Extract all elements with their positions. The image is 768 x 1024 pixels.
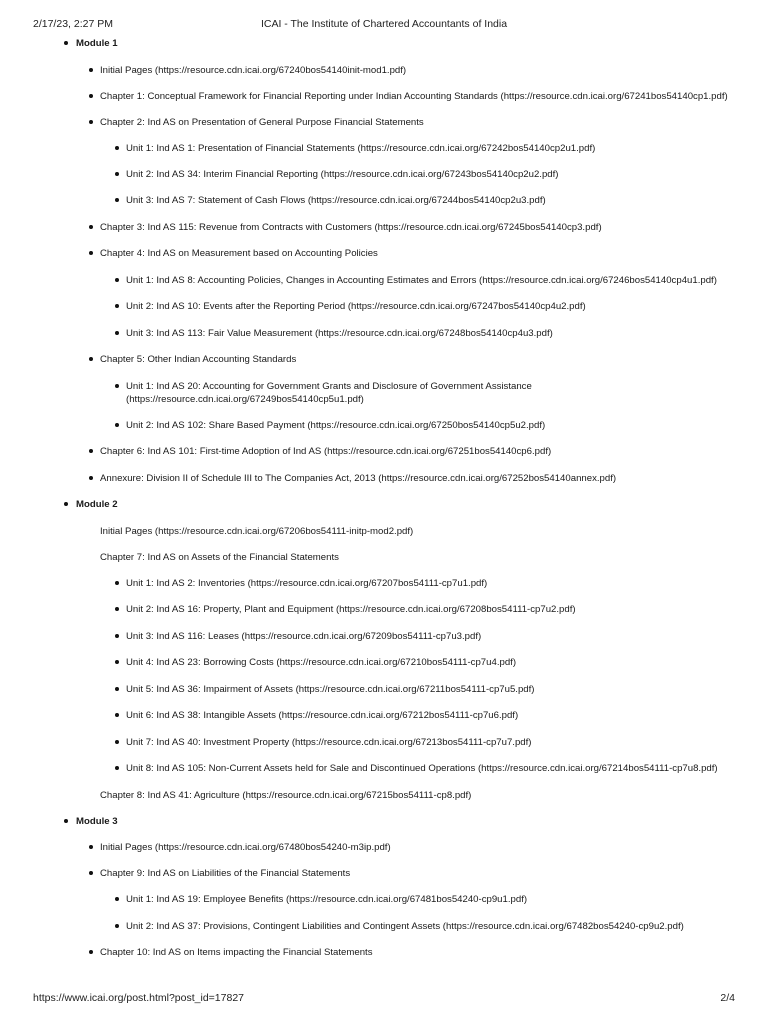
- list-item[interactable]: Unit 3: Ind AS 116: Leases (https://resource.cdn.icai.org/67209bos54111-cp7u3.pdf): [126, 631, 482, 642]
- list-item: Chapter 9: Ind AS on Liabilities of the Financial Statements: [100, 868, 351, 879]
- list-item: Chapter 5: Other Indian Accounting Standards: [100, 354, 297, 365]
- list-item[interactable]: Unit 2: Ind AS 34: Interim Financial Reporting (https://resource.cdn.icai.org/67243bos54140cp2u2.pdf): [126, 169, 559, 180]
- list-item[interactable]: Unit 4: Ind AS 23: Borrowing Costs (https://resource.cdn.icai.org/67210bos54111-cp7u4.pdf): [126, 657, 517, 668]
- list-item[interactable]: Unit 1: Ind AS 20: Accounting for Government Grants and Disclosure of Government Assistance (https://resource.cdn.icai.org/67249bos54140cp5u1.pdf): [126, 380, 546, 406]
- list-item[interactable]: Unit 2: Ind AS 102: Share Based Payment (https://resource.cdn.icai.org/67250bos54140cp5u2.pdf): [126, 420, 546, 431]
- module-heading: Module 2: [76, 499, 118, 510]
- list-item[interactable]: Unit 2: Ind AS 16: Property, Plant and Equipment (https://resource.cdn.icai.org/67208bos54111-cp7u2.pdf): [126, 604, 576, 615]
- list-item: Chapter 7: Ind AS on Assets of the Financial Statements: [100, 552, 339, 563]
- list-item[interactable]: Unit 1: Ind AS 1: Presentation of Financial Statements (https://resource.cdn.icai.org/67242bos54140cp2u1.pdf): [126, 143, 596, 154]
- list-item[interactable]: Chapter 1: Conceptual Framework for Financial Reporting under Indian Accounting Standards (https://resource.cdn.icai.org/67241bos54140cp1.pdf): [100, 91, 728, 102]
- list-item[interactable]: Unit 8: Ind AS 105: Non-Current Assets held for Sale and Discontinued Operations (https://resource.cdn.icai.org/67214bos54111-cp7u8.pdf): [126, 763, 718, 774]
- list-item[interactable]: Annexure: Division II of Schedule III to The Companies Act, 2013 (https://resource.cdn.icai.org/67252bos54140annex.pdf): [100, 473, 617, 484]
- list-item[interactable]: Unit 5: Ind AS 36: Impairment of Assets (https://resource.cdn.icai.org/67211bos54111-cp7u5.pdf): [126, 684, 535, 695]
- list-item[interactable]: Chapter 8: Ind AS 41: Agriculture (https://resource.cdn.icai.org/67215bos54111-cp8.pdf): [100, 790, 472, 801]
- list-item: Chapter 10: Ind AS on Items impacting the Financial Statements: [100, 947, 373, 958]
- list-item[interactable]: Unit 3: Ind AS 113: Fair Value Measurement (https://resource.cdn.icai.org/67248bos54140cp4u3.pdf): [126, 328, 553, 339]
- module-heading: Module 3: [76, 816, 118, 827]
- list-item[interactable]: Initial Pages (https://resource.cdn.icai.org/67240bos54140init-mod1.pdf): [100, 65, 407, 76]
- list-item[interactable]: Initial Pages (https://resource.cdn.icai.org/67480bos54240-m3ip.pdf): [100, 842, 391, 853]
- list-item[interactable]: Unit 6: Ind AS 38: Intangible Assets (https://resource.cdn.icai.org/67212bos54111-cp7u6.pdf): [126, 710, 519, 721]
- page-title: ICAI - The Institute of Chartered Accountants of India: [260, 18, 508, 30]
- list-item[interactable]: Unit 2: Ind AS 10: Events after the Reporting Period (https://resource.cdn.icai.org/67247bos54140cp4u2.pdf): [126, 301, 586, 312]
- page-url: https://www.icai.org/post.html?post_id=17827: [33, 992, 244, 1004]
- list-item: Chapter 4: Ind AS on Measurement based on Accounting Policies: [100, 248, 378, 259]
- list-item[interactable]: Unit 3: Ind AS 7: Statement of Cash Flows (https://resource.cdn.icai.org/67244bos54140cp2u3.pdf): [126, 195, 546, 206]
- list-item[interactable]: Initial Pages (https://resource.cdn.icai.org/67206bos54111-initp-mod2.pdf): [100, 526, 414, 537]
- list-item[interactable]: Chapter 3: Ind AS 115: Revenue from Contracts with Customers (https://resource.cdn.icai.org/67245bos54140cp3.pdf): [100, 222, 602, 233]
- list-item[interactable]: Unit 1: Ind AS 2: Inventories (https://resource.cdn.icai.org/67207bos54111-cp7u1.pdf): [126, 578, 488, 589]
- page-number: 2/4: [720, 992, 735, 1004]
- print-datetime: 2/17/23, 2:27 PM: [33, 18, 113, 30]
- list-item[interactable]: Unit 2: Ind AS 37: Provisions, Contingent Liabilities and Contingent Assets (https://resource.cdn.icai.org/67482bos54240-cp9u2.pdf): [126, 921, 684, 932]
- list-item[interactable]: Unit 1: Ind AS 8: Accounting Policies, Changes in Accounting Estimates and Errors (https://resource.cdn.icai.org/67246bos54140cp4u1.pdf): [126, 275, 717, 286]
- list-item[interactable]: Chapter 6: Ind AS 101: First-time Adoption of Ind AS (https://resource.cdn.icai.org/67251bos54140cp6.pdf): [100, 446, 552, 457]
- list-item: Chapter 2: Ind AS on Presentation of General Purpose Financial Statements: [100, 117, 424, 128]
- list-item[interactable]: Unit 7: Ind AS 40: Investment Property (https://resource.cdn.icai.org/67213bos54111-cp7u7.pdf): [126, 737, 532, 748]
- list-item[interactable]: Unit 1: Ind AS 19: Employee Benefits (https://resource.cdn.icai.org/67481bos54240-cp9u1.pdf): [126, 894, 528, 905]
- module-heading: Module 1: [76, 38, 118, 49]
